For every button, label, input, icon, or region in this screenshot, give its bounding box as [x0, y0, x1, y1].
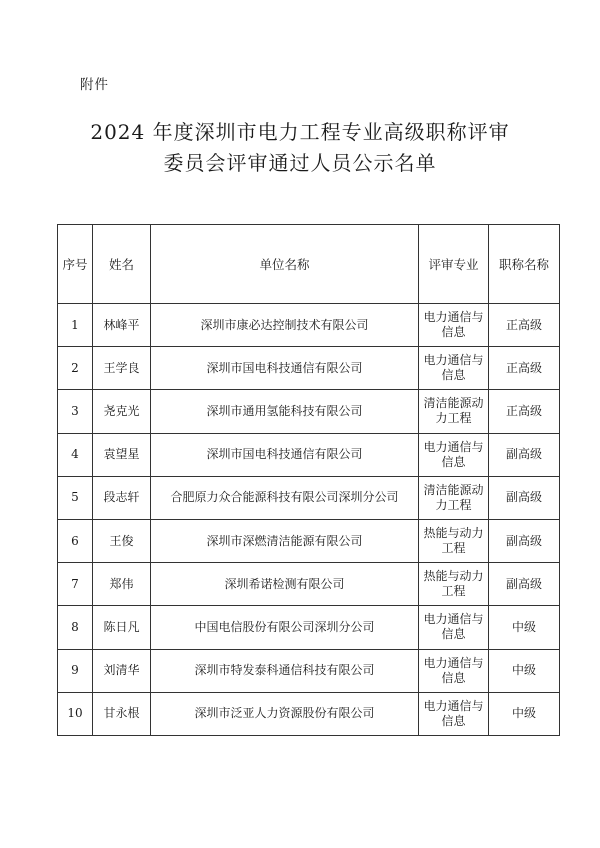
- cell-name: 王俊: [93, 519, 151, 562]
- page-title-line2: 委员会评审通过人员公示名单: [163, 151, 437, 175]
- cell-unit: 深圳市国电科技通信有限公司: [151, 347, 419, 390]
- cell-name: 刘清华: [93, 649, 151, 692]
- cell-title: 副高级: [489, 433, 560, 476]
- cell-unit: 深圳市康必达控制技术有限公司: [151, 304, 419, 347]
- table-row: [58, 304, 560, 347]
- cell-name: 郑伟: [93, 563, 151, 606]
- cell-name: 陈日凡: [93, 606, 151, 649]
- cell-no: 10: [58, 692, 93, 735]
- cell-no: 6: [58, 519, 93, 562]
- cell-name: 甘永根: [93, 692, 151, 735]
- cell-unit: 深圳希诺检测有限公司: [151, 563, 419, 606]
- table-header-row: [58, 225, 560, 304]
- table-row: [58, 433, 560, 476]
- cell-unit: 合肥原力众合能源科技有限公司深圳分公司: [151, 476, 419, 519]
- cell-title: 正高级: [489, 347, 560, 390]
- table-row: [58, 519, 560, 562]
- cell-major: 电力通信与信息: [419, 347, 489, 390]
- table-row: [58, 606, 560, 649]
- cell-no: 8: [58, 606, 93, 649]
- cell-major: 电力通信与信息: [419, 304, 489, 347]
- cell-title: 副高级: [489, 563, 560, 606]
- header-unit: 单位名称: [151, 225, 419, 304]
- attachment-label: 附件: [80, 77, 109, 93]
- cell-name: 林峰平: [93, 304, 151, 347]
- cell-major: 电力通信与信息: [419, 433, 489, 476]
- cell-unit: 中国电信股份有限公司深圳分公司: [151, 606, 419, 649]
- header-title: 职称名称: [489, 225, 560, 304]
- cell-title: 中级: [489, 692, 560, 735]
- cell-major: 电力通信与信息: [419, 606, 489, 649]
- cell-unit: 深圳市深燃清洁能源有限公司: [151, 519, 419, 562]
- cell-no: 1: [58, 304, 93, 347]
- cell-major: 热能与动力工程: [419, 519, 489, 562]
- table-row: [58, 649, 560, 692]
- table-row: [58, 563, 560, 606]
- cell-name: 袁望星: [93, 433, 151, 476]
- cell-major: 热能与动力工程: [419, 563, 489, 606]
- header-no: 序号: [58, 225, 93, 304]
- cell-major: 电力通信与信息: [419, 692, 489, 735]
- cell-title: 副高级: [489, 519, 560, 562]
- cell-unit: 深圳市通用氢能科技有限公司: [151, 390, 419, 433]
- cell-unit: 深圳市特发泰科通信科技有限公司: [151, 649, 419, 692]
- cell-unit: 深圳市国电科技通信有限公司: [151, 433, 419, 476]
- cell-major: 电力通信与信息: [419, 649, 489, 692]
- results-table: [57, 224, 560, 736]
- cell-title: 中级: [489, 649, 560, 692]
- table-row: [58, 347, 560, 390]
- cell-name: 段志轩: [93, 476, 151, 519]
- cell-title: 正高级: [489, 390, 560, 433]
- cell-no: 5: [58, 476, 93, 519]
- cell-name: 王学良: [93, 347, 151, 390]
- cell-no: 9: [58, 649, 93, 692]
- cell-unit: 深圳市泛亚人力资源股份有限公司: [151, 692, 419, 735]
- table-row: [58, 476, 560, 519]
- page-title-line1: 2024 年度深圳市电力工程专业高级职称评审: [90, 120, 510, 144]
- cell-major: 清洁能源动力工程: [419, 476, 489, 519]
- cell-no: 4: [58, 433, 93, 476]
- cell-name: 尧克光: [93, 390, 151, 433]
- cell-no: 2: [58, 347, 93, 390]
- table-row: [58, 390, 560, 433]
- header-name: 姓名: [93, 225, 151, 304]
- table-row: [58, 692, 560, 735]
- header-major: 评审专业: [419, 225, 489, 304]
- cell-major: 清洁能源动力工程: [419, 390, 489, 433]
- cell-no: 3: [58, 390, 93, 433]
- cell-title: 中级: [489, 606, 560, 649]
- cell-title: 正高级: [489, 304, 560, 347]
- cell-title: 副高级: [489, 476, 560, 519]
- cell-no: 7: [58, 563, 93, 606]
